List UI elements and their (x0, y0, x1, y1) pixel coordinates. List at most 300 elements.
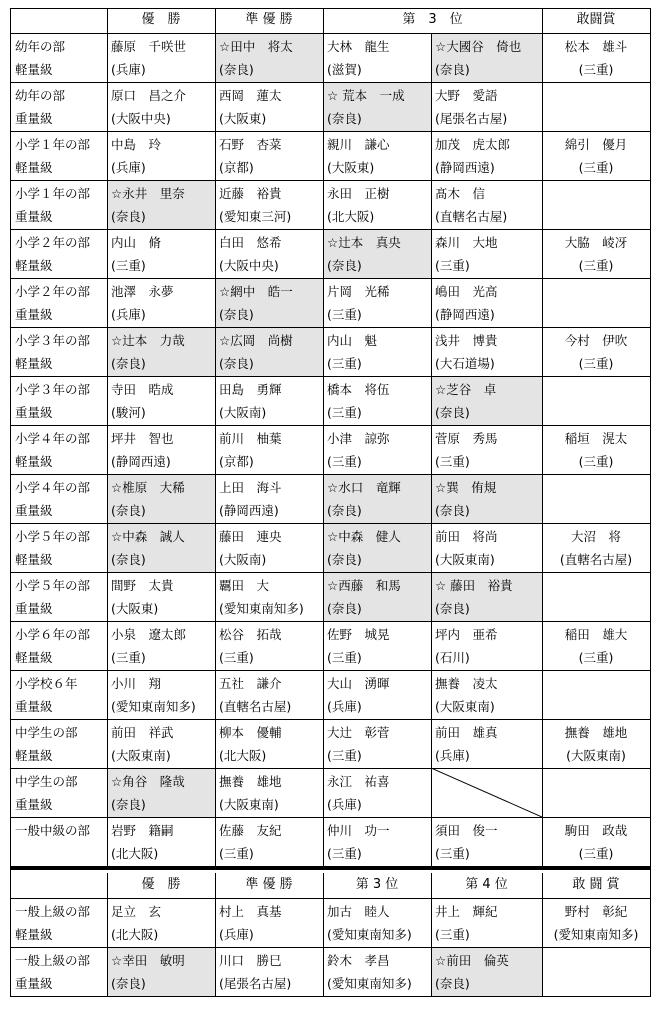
result-cell (215, 523, 323, 572)
grid-line (431, 898, 432, 997)
grid-line (542, 719, 543, 818)
award-prefecture: (三重) (578, 356, 614, 371)
grid-line (542, 229, 543, 328)
competitor-prefecture: (奈良) (435, 976, 470, 991)
award-name: 駒田 政哉 (564, 823, 628, 838)
result-cell (431, 229, 542, 278)
result-cell (323, 523, 431, 572)
competitor-name: ☆広岡 尚樹 (219, 333, 293, 348)
result-cell (107, 278, 215, 327)
competitor-name: 嶋田 光高 (435, 284, 498, 299)
competitor-name: 川口 勝巳 (219, 953, 282, 968)
competitor-prefecture: (奈良) (435, 503, 470, 518)
competitor-prefecture: (愛知東南知多) (219, 601, 304, 616)
competitor-name: 足立 玄 (111, 904, 162, 919)
weight-class: 軽量級 (15, 62, 53, 77)
competitor-prefecture: (奈良) (219, 307, 254, 322)
grid-line (542, 131, 543, 230)
competitor-prefecture: (静岡西遠) (219, 503, 279, 518)
competitor-prefecture: (石川) (435, 650, 470, 665)
header-corner (10, 8, 107, 33)
competitor-prefecture: (奈良) (435, 601, 470, 616)
column-header (323, 8, 542, 33)
weight-class: 軽量級 (15, 160, 53, 175)
competitor-name: 覊田 大 (219, 578, 270, 593)
division-label (10, 817, 107, 866)
division-label (10, 229, 107, 278)
division-label (10, 898, 107, 947)
competitor-prefecture: (三重) (111, 258, 146, 273)
competitor-prefecture: (北大阪) (219, 748, 267, 763)
competitor-prefecture: (奈良) (435, 62, 470, 77)
grid-line (323, 719, 324, 818)
competitor-name: 髙木 信 (435, 186, 486, 201)
division-name: 幼年の部 (15, 88, 66, 103)
competitor-name: 加茂 虎太郎 (435, 137, 511, 152)
result-cell (107, 180, 215, 229)
competitor-name: ☆網中 皓一 (219, 284, 293, 299)
award-prefecture: (三重) (578, 650, 614, 665)
weight-class: 軽量級 (15, 258, 53, 273)
award-prefecture: (三重) (578, 846, 614, 861)
grid-line (542, 8, 543, 34)
result-cell (215, 817, 323, 866)
result-cell (431, 131, 542, 180)
result-cell (323, 229, 431, 278)
competitor-name: 佐野 城晃 (327, 627, 390, 642)
division-label (10, 670, 107, 719)
column-header (542, 873, 650, 898)
division-name: 小学６年の部 (15, 627, 91, 642)
grid-line (107, 898, 108, 997)
grid-line (107, 33, 108, 132)
competitor-name: 菅原 秀馬 (435, 431, 498, 446)
result-cell (323, 131, 431, 180)
result-cell (107, 376, 215, 425)
competitor-name: ☆大國谷 倚也 (435, 39, 522, 54)
result-cell (323, 327, 431, 376)
result-cell (215, 898, 323, 947)
competitor-name: 岩野 籍嗣 (111, 823, 174, 838)
grid-line (215, 8, 216, 34)
division-name: 小学２年の部 (15, 235, 91, 250)
competitor-name: 浅井 博貴 (435, 333, 498, 348)
division-name: 一般上級の部 (15, 953, 91, 968)
grid-line (542, 873, 543, 899)
competitor-prefecture: (静岡西遠) (111, 454, 171, 469)
award-name: 大脇 崚冴 (564, 235, 628, 250)
column-header (215, 8, 323, 33)
grid-line (215, 229, 216, 328)
result-cell (107, 327, 215, 376)
competitor-prefecture: (大阪南) (219, 552, 267, 567)
column-header (107, 873, 215, 898)
division-label (10, 768, 107, 817)
weight-class: 軽量級 (15, 748, 53, 763)
division-name: 中学生の部 (15, 725, 78, 740)
grid-line (431, 817, 432, 867)
column-header-label: 敢闘賞 (576, 12, 616, 27)
grid-line (431, 229, 432, 328)
grid-line (542, 425, 543, 524)
result-cell (215, 670, 323, 719)
result-cell (431, 523, 542, 572)
competitor-name: 藤田 連央 (219, 529, 282, 544)
result-cell (323, 82, 431, 131)
grid-line (323, 817, 324, 867)
award-prefecture: (三重) (578, 258, 614, 273)
grid-line (107, 523, 108, 622)
grid-line (215, 523, 216, 622)
competitor-name: 永江 祐喜 (327, 774, 390, 789)
award-prefecture: (三重) (578, 454, 614, 469)
competitor-prefecture: (大阪東) (327, 160, 375, 175)
column-header-label: 第 3 位 (355, 877, 399, 892)
result-cell (431, 719, 542, 768)
competitor-prefecture: (兵庫) (111, 160, 146, 175)
grid-line (107, 425, 108, 524)
division-label (10, 180, 107, 229)
result-cell (215, 474, 323, 523)
competitor-prefecture: (大阪南) (219, 405, 267, 420)
result-cell (215, 947, 323, 996)
result-cell (431, 180, 542, 229)
result-cell (107, 131, 215, 180)
result-cell (215, 621, 323, 670)
weight-class: 重量級 (15, 503, 53, 518)
weight-class: 重量級 (15, 307, 53, 322)
weight-class: 重量級 (15, 209, 53, 224)
result-cell (431, 817, 542, 866)
competitor-name: 親川 謙心 (327, 137, 390, 152)
result-cell (431, 425, 542, 474)
award-prefecture: (三重) (578, 62, 614, 77)
division-label (10, 376, 107, 425)
competitor-name: 田島 勇輝 (219, 382, 282, 397)
award-prefecture: (大阪東南) (566, 748, 626, 763)
competitor-name: 松谷 拓哉 (219, 627, 282, 642)
competitor-name: 大山 湧暉 (327, 676, 390, 691)
result-cell (431, 278, 542, 327)
result-cell (431, 33, 542, 82)
competitor-prefecture: (三重) (327, 748, 362, 763)
result-cell (323, 33, 431, 82)
competitor-prefecture: (三重) (219, 650, 254, 665)
competitor-prefecture: (三重) (327, 307, 362, 322)
competitor-prefecture: (静岡西遠) (435, 160, 495, 175)
result-cell (323, 768, 431, 817)
competitor-prefecture: (北大阪) (111, 927, 159, 942)
grid-line (650, 8, 651, 997)
grid-line (215, 898, 216, 997)
award-name: 撫養 雄地 (564, 725, 628, 740)
result-cell (107, 33, 215, 82)
grid-line (107, 817, 108, 867)
competitor-prefecture: (奈良) (327, 111, 362, 126)
competitor-name: 大野 愛語 (435, 88, 498, 103)
competitor-prefecture: (大阪東南) (435, 552, 495, 567)
grid-line (431, 33, 432, 132)
column-header (215, 873, 323, 898)
grid-line (542, 621, 543, 720)
result-cell (215, 82, 323, 131)
grid-line (107, 873, 108, 899)
competitor-name: 原口 昌之介 (111, 88, 187, 103)
result-cell (107, 572, 215, 621)
competitor-prefecture: (大阪東南) (219, 797, 279, 812)
grid-line (431, 873, 432, 899)
result-cell (431, 898, 542, 947)
competitor-name: ☆巽 侑規 (435, 480, 497, 495)
competitor-name: ☆田中 将太 (219, 39, 293, 54)
competitor-prefecture: (大阪中央) (111, 111, 171, 126)
result-cell (431, 327, 542, 376)
competitor-prefecture: (三重) (435, 258, 470, 273)
award-name: 稲垣 滉太 (564, 431, 628, 446)
competitor-prefecture: (兵庫) (111, 307, 146, 322)
weight-class: 重量級 (15, 111, 53, 126)
weight-class: 重量級 (15, 699, 53, 714)
competitor-name: 内山 魁 (327, 333, 378, 348)
result-cell (215, 327, 323, 376)
grid-line (542, 327, 543, 426)
competitor-name: 坪内 亜希 (435, 627, 498, 642)
competitor-name: ☆椎原 大稀 (111, 480, 185, 495)
grid-line (107, 131, 108, 230)
competitor-prefecture: (奈良) (327, 503, 362, 518)
column-header (323, 873, 431, 898)
weight-class: 軽量級 (15, 927, 53, 942)
grid-line (542, 898, 543, 997)
competitor-name: ☆中森 誠人 (111, 529, 185, 544)
division-label (10, 425, 107, 474)
result-cell (215, 229, 323, 278)
division-name: 一般中級の部 (15, 823, 91, 838)
weight-class: 軽量級 (15, 552, 53, 567)
grid-line (431, 523, 432, 622)
result-cell (107, 817, 215, 866)
competitor-name: 大林 龍生 (327, 39, 390, 54)
grid-line (107, 229, 108, 328)
competitor-prefecture: (滋賀) (327, 62, 362, 77)
grid-line (215, 621, 216, 720)
division-name: 小学校６年 (15, 676, 78, 691)
result-cell (107, 768, 215, 817)
result-cell (431, 947, 542, 996)
grid-line (323, 229, 324, 328)
diagonal-line (431, 768, 542, 817)
result-cell (215, 768, 323, 817)
grid-line (215, 327, 216, 426)
competitor-name: 上田 海斗 (219, 480, 282, 495)
competitor-prefecture: (兵庫) (327, 699, 362, 714)
grid-line (323, 327, 324, 426)
division-label (10, 131, 107, 180)
division-name: 小学３年の部 (15, 382, 91, 397)
grid-line (431, 131, 432, 230)
result-cell (107, 474, 215, 523)
grid-line (215, 719, 216, 818)
division-name: 小学２年の部 (15, 284, 91, 299)
grid-line (431, 425, 432, 524)
header-corner (10, 873, 107, 898)
competitor-name: 寺田 晧成 (111, 382, 174, 397)
result-cell (107, 229, 215, 278)
division-label (10, 327, 107, 376)
result-cell (215, 572, 323, 621)
result-cell (323, 474, 431, 523)
division-label (10, 621, 107, 670)
result-cell (431, 82, 542, 131)
result-cell (107, 425, 215, 474)
competitor-name: 池澤 永夢 (111, 284, 174, 299)
result-cell (323, 376, 431, 425)
division-name: 小学１年の部 (15, 137, 91, 152)
competitor-name: 坪井 智也 (111, 431, 174, 446)
grid-line (323, 425, 324, 524)
competitor-prefecture: (三重) (435, 927, 470, 942)
competitor-prefecture: (大阪東南) (111, 748, 171, 763)
weight-class: 軽量級 (15, 650, 53, 665)
competitor-prefecture: (奈良) (327, 552, 362, 567)
competitor-prefecture: (兵庫) (435, 748, 470, 763)
competitor-prefecture: (奈良) (111, 503, 146, 518)
grid-line (431, 719, 432, 818)
grid-line (10, 8, 11, 997)
column-header (542, 8, 650, 33)
result-cell (107, 898, 215, 947)
result-cell (323, 425, 431, 474)
competitor-prefecture: (尾張名古屋) (435, 111, 508, 126)
weight-class: 重量級 (15, 601, 53, 616)
grid-line (107, 327, 108, 426)
competitor-name: ☆水口 竜輝 (327, 480, 401, 495)
award-name: 大沼 将 (570, 529, 621, 544)
grid-line (215, 131, 216, 230)
competitor-name: ☆ 荒本 一成 (327, 88, 405, 103)
competitor-name: 藤原 千咲世 (111, 39, 187, 54)
competitor-prefecture: (北大阪) (111, 846, 159, 861)
fighting-spirit-award (542, 817, 650, 866)
competitor-name: 撫養 雄地 (219, 774, 282, 789)
competitor-name: ☆中森 健人 (327, 529, 401, 544)
result-cell (107, 82, 215, 131)
competitor-name: 前田 祥武 (111, 725, 174, 740)
grid-line (542, 33, 543, 132)
result-cell (323, 817, 431, 866)
result-cell (323, 180, 431, 229)
competitor-name: 中島 玲 (111, 137, 162, 152)
result-cell (215, 180, 323, 229)
results-table (10, 8, 650, 999)
competitor-prefecture: (奈良) (111, 552, 146, 567)
competitor-prefecture: (奈良) (111, 976, 146, 991)
award-prefecture: (愛知東南知多) (553, 927, 639, 942)
competitor-name: 井上 輝紀 (435, 904, 498, 919)
empty-diagonal (431, 768, 542, 817)
competitor-prefecture: (三重) (111, 650, 146, 665)
result-cell (323, 898, 431, 947)
competitor-prefecture: (三重) (435, 454, 470, 469)
competitor-name: 佐藤 友紀 (219, 823, 282, 838)
competitor-name: 前川 柚葉 (219, 431, 282, 446)
division-name: 幼年の部 (15, 39, 66, 54)
column-header-label: 優 勝 (141, 12, 181, 27)
column-header-label: 優 勝 (141, 877, 181, 892)
grid-line (542, 523, 543, 622)
weight-class: 重量級 (15, 976, 53, 991)
competitor-prefecture: (大阪東) (219, 111, 267, 126)
competitor-prefecture: (北大阪) (327, 209, 375, 224)
competitor-prefecture: (愛知東南知多) (327, 927, 412, 942)
division-name: 小学４年の部 (15, 480, 91, 495)
award-name: 今村 伊吹 (564, 333, 628, 348)
competitor-prefecture: (奈良) (111, 209, 146, 224)
grid-line (215, 33, 216, 132)
competitor-prefecture: (静岡西遠) (435, 307, 495, 322)
grid-line (323, 621, 324, 720)
competitor-name: 前田 将尚 (435, 529, 498, 544)
result-cell (215, 278, 323, 327)
competitor-name: ☆角谷 隆哉 (111, 774, 185, 789)
competitor-name: 大辻 彰菅 (327, 725, 390, 740)
result-cell (431, 768, 542, 817)
grid-line (107, 8, 108, 34)
weight-class: 重量級 (15, 797, 53, 812)
grid-line (107, 719, 108, 818)
result-cell (323, 572, 431, 621)
award-name: 野村 彰紀 (564, 904, 628, 919)
competitor-name: 近藤 裕貴 (219, 186, 282, 201)
result-cell (107, 719, 215, 768)
weight-class: 重量級 (15, 405, 53, 420)
competitor-name: 村上 真基 (219, 904, 282, 919)
competitor-prefecture: (奈良) (111, 356, 146, 371)
competitor-prefecture: (愛知東三河) (219, 209, 292, 224)
column-header-label: 準 優 勝 (245, 877, 293, 892)
competitor-name: 間野 太貴 (111, 578, 174, 593)
competitor-name: ☆西藤 和馬 (327, 578, 401, 593)
competitor-name: 永田 正樹 (327, 186, 390, 201)
column-header-label: 準 優 勝 (245, 12, 293, 27)
grid-line (215, 817, 216, 867)
grid-line (431, 327, 432, 426)
award-name: 松本 雄斗 (564, 39, 628, 54)
competitor-prefecture: (奈良) (219, 356, 254, 371)
grid-line (10, 866, 651, 870)
result-cell (107, 621, 215, 670)
award-name: 稲田 雄大 (564, 627, 628, 642)
grid-line (323, 8, 324, 34)
competitor-prefecture: (京都) (219, 454, 254, 469)
competitor-prefecture: (三重) (327, 454, 362, 469)
competitor-prefecture: (三重) (327, 356, 362, 371)
competitor-prefecture: (京都) (219, 160, 254, 175)
result-cell (107, 523, 215, 572)
grid-line (215, 425, 216, 524)
competitor-name: 西岡 蓮太 (219, 88, 282, 103)
award-name: 綿引 優月 (564, 137, 628, 152)
grid-line (323, 873, 324, 899)
result-cell (323, 947, 431, 996)
division-name: 小学４年の部 (15, 431, 91, 446)
competitor-name: ☆ 藤田 裕貴 (435, 578, 513, 593)
weight-class: 軽量級 (15, 356, 53, 371)
competitor-name: 加古 睦人 (327, 904, 390, 919)
competitor-prefecture: (直轄名古屋) (219, 699, 292, 714)
result-cell (431, 621, 542, 670)
column-header-label: 敢 闘 賞 (572, 877, 620, 892)
